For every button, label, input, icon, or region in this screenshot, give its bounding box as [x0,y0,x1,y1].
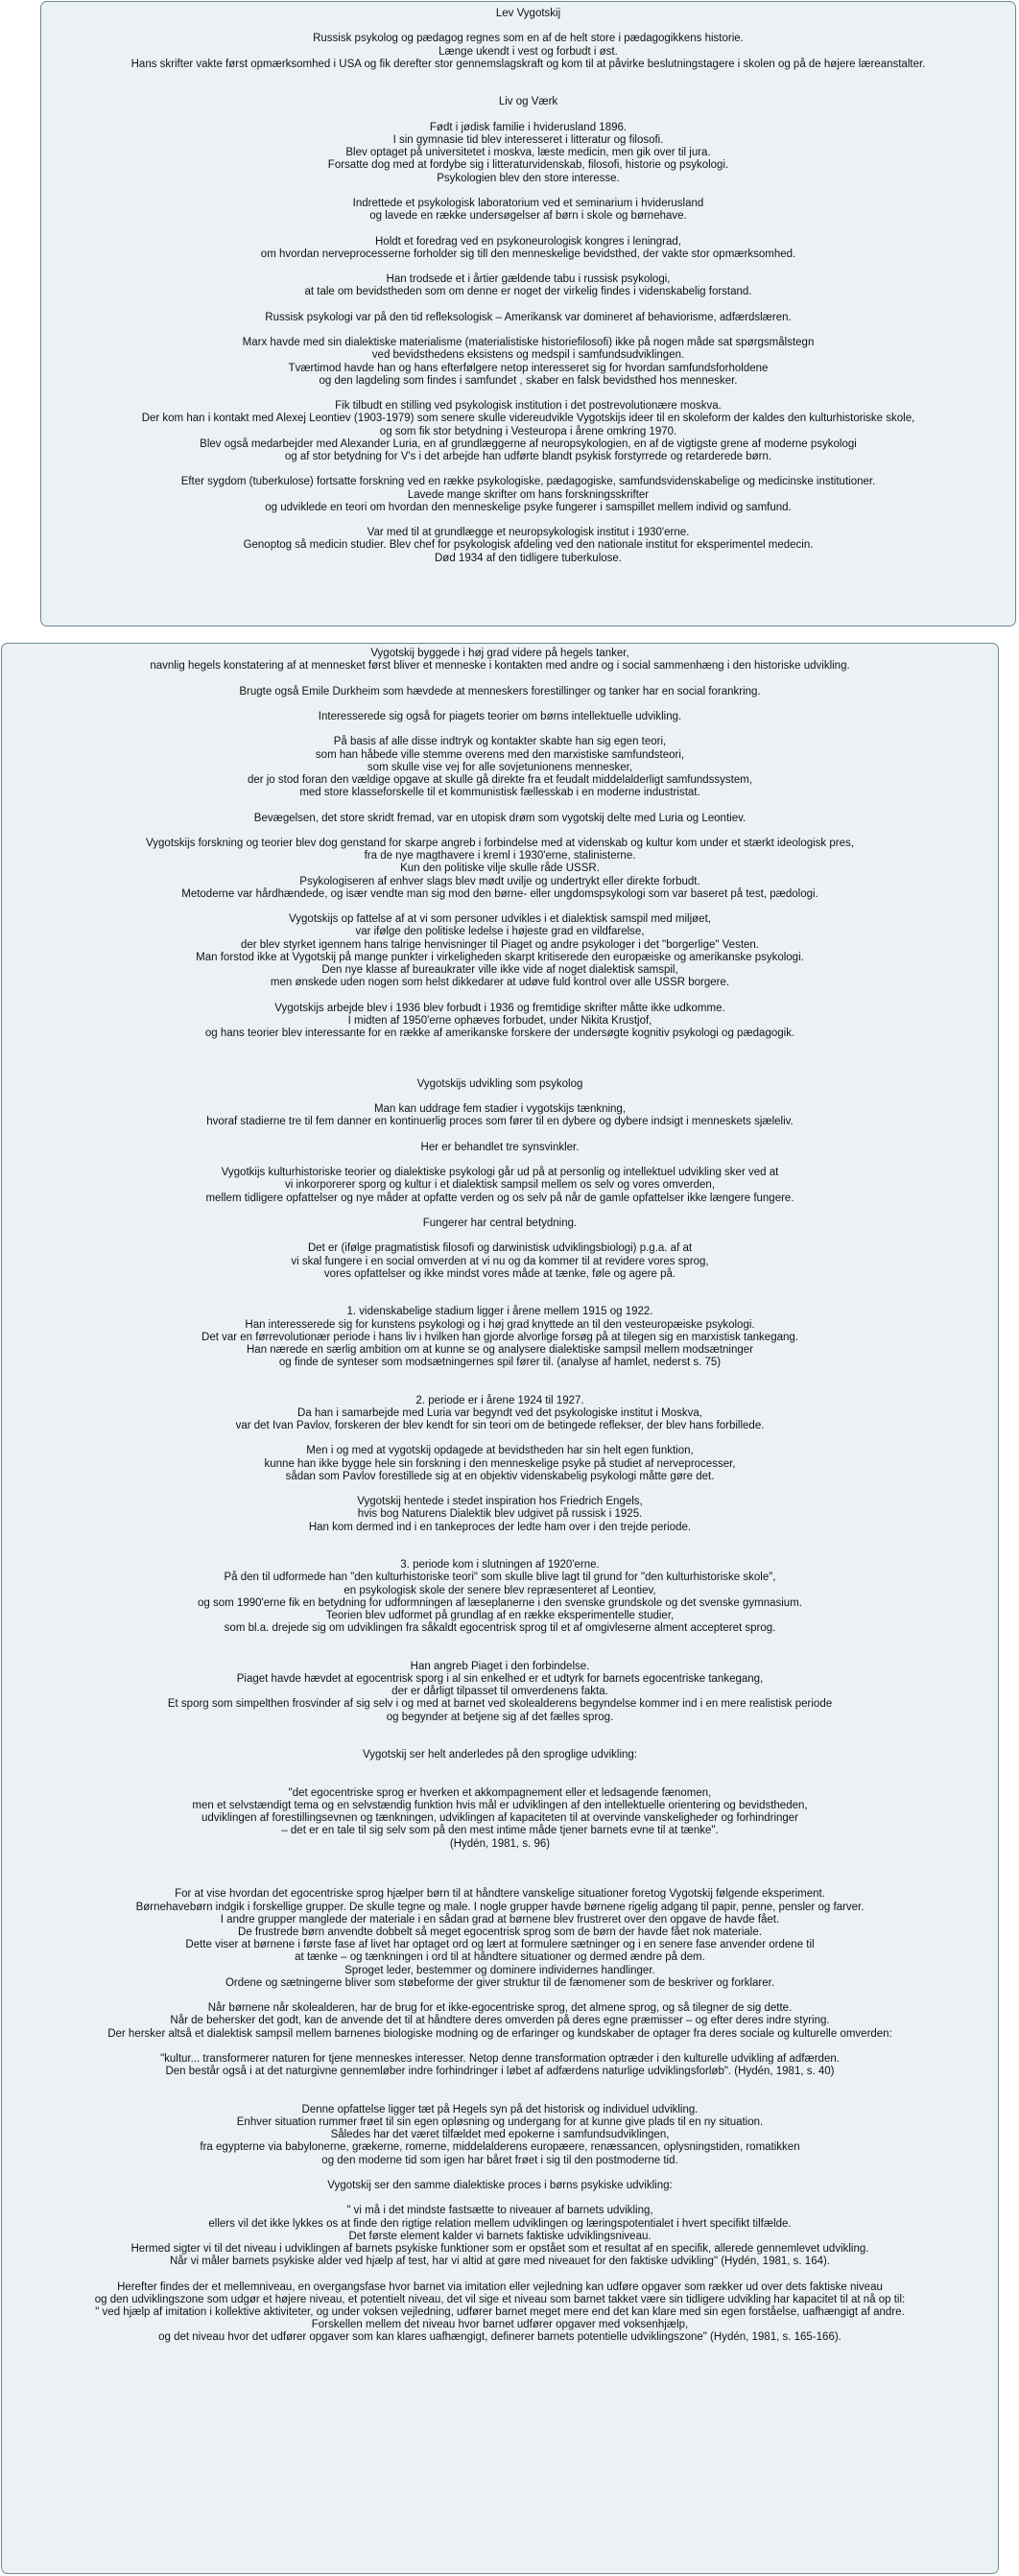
text-line: På basis af alle disse indtryk og kontakter skabte han sig egen teori, [333,736,667,748]
text-line: Russisk psykolog og pædagog regnes som en af de helt store i pædagogikkens historie. [313,33,744,45]
paragraph-gap [2,2078,998,2091]
text-line: Hans skrifter vakte først opmærksomhed i USA og fik derefter stor gennemslagskraft og kom til at påvirke beslutningstagere i skolen og på de højere læreanstalter. [130,58,926,70]
paragraph-gap [41,109,1015,122]
text-line: Holdt et foredrag ved en psykoneurologisk kongres i leningrad, [375,235,681,248]
text-line: "det egocentriske sprog er hverken et akkompagnement eller et ledsagende fænomen, [288,1786,712,1799]
text-line: og den lagdeling som findes i samfundet , skaber en falsk bevidsthed hos mennesker. [319,374,738,387]
text-line: Død 1934 af den tidligere tuberkulose. [435,552,622,564]
text-line: Han interesserede sig for kunstens psykologi og i høj grad knyttede an til den vesteuropæiske psykologi. [245,1318,755,1331]
text-line: ved bevidsthedens eksistens og medspil i samfundsudviklingen. [371,349,685,362]
text-line: Han trodsede et i årtier gældende tabu i russisk psykologi, [386,273,671,286]
paragraph-gap [2,1230,998,1242]
text-line: ellers vil det ikke lykkes os at finde den rigtige relation mellem udviklingen og læringspotentialet i hvert specifikt tilfælde. [208,2217,792,2230]
text-line: Således har det været tilfældet med epokerne i samfundsudviklingen, [330,2129,670,2141]
text-line: I midten af 1950'erne ophæves forbudet, under Nikita Krustjof, [347,1014,652,1027]
paragraph-gap [2,1040,998,1052]
text-line: Vygotskij byggede i høj grad videre på hegels tanker, [370,648,629,659]
text-line: vi inkorporerer sporg og kultur i et dialektisk sampsil mellem os selv og vores omverden, [284,1179,716,1192]
text-line: Når de behersker det godt, kan de anvende det til at håndtere deres omverden på deres egne præmisser – og efter deres indre styring. [170,2015,830,2027]
text-line: Marx havde med sin dialektiske materialisme (materialistiske historiefilosofi) ikke på nogen måde sat spørgsmålstegn [242,337,815,349]
text-line: med store klasseforskelle til et kommunistisk fællesskab i en moderne industristat. [299,787,700,799]
text-line: Psykologiseren af enhver slags blev mødt uvilje og undertrykt eller direkte forbudt. [299,875,700,887]
text-line: Man kan uddrage fem stadier i vygotskijs tænkning, [373,1103,627,1116]
paragraph-gap [2,723,998,736]
text-line: Her er behandlet tre synsvinkler. [420,1141,580,1153]
paragraph-gap [41,324,1015,337]
text-line: Forskellen mellem det niveau hvor barnet udfører opgaver med voksenhjælp, [311,2319,689,2331]
text-line: hvis bog Naturens Dialektik blev udgivet på russisk i 1925. [357,1508,643,1521]
text-line: og begynder at betjene sig af det fælles sprog. [386,1711,614,1723]
text-line: Herefter findes der et mellemniveau, en overgangsfase hvor barnet via imitation eller vejledning kan udføre opgaver som rækker ud over dets faktiske niveau [117,2281,883,2293]
paragraph-gap [2,1547,998,1559]
text-line: Indrettede et psykologisk laboratorium ved et seminarium i hviderusland [352,197,704,209]
text-line: at tale om bevidstheden som om denne er noget der virkelig findes i videnskabelig forstand. [304,286,752,298]
text-line: (Hydén, 1981, s. 96) [449,1837,551,1850]
text-line: Kun den politiske vilje skulle råde USSR. [400,863,600,875]
paragraph-gap [2,2167,998,2180]
text-line: Efter sygdom (tuberkulose) fortsatte forskning ved en række psykologiske, pædagogiske, samfundsvidenskabelige og medicinske institutioner. [180,476,876,488]
paragraph-gap [2,1851,998,1863]
text-line: Forsatte dog med at fordybe sig i litteraturvidenskab, filosofi, historie og psykologi. [327,159,729,172]
text-line: sådan som Pavlov forestillede sig at en objektiv videnskabelig psykologi måtte gøre det. [285,1470,715,1482]
text-line: Vygotskijs forskning og teorier blev dog genstand for skarpe angreb i forbindelse med at videnskab og kultur kom under et stærkt ideologisk pres, [146,837,854,849]
vygotskij-biography-box [40,1,1016,626]
paragraph-gap [2,1369,998,1382]
text-line: som skulle vise vej for alle sovjetunionens mennesker, [367,761,633,773]
paragraph-gap [2,901,998,913]
paragraph-gap [41,261,1015,273]
paragraph-gap [2,2041,998,2053]
text-line: om hvordan nerveprocesserne forholder sig till den menneskelige bevidsthed, der vakte stor opmærksomhed. [260,248,796,260]
text-line: Vygotskijs udvikling som psykolog [416,1077,583,1090]
text-line: Vygotskij ser den samme dialektiske proces i børns psykiske udvikling: [327,2180,673,2191]
text-line: Vygotskijs arbejde blev i 1936 blev forbudt i 1936 og fremtidige skrifter måtte ikke udkomme. [274,1002,725,1014]
paragraph-gap [2,1775,998,1787]
text-line: og af stor betydning for V's i det arbejde han udførte blandt psykisk forstyrrede og retarderede børn. [284,450,772,462]
paragraph-gap [2,1129,998,1142]
paragraph-gap [2,1205,998,1217]
text-line: udviklingen af forestillingsevnen og tænkningen, udviklingen af kapaciteten til at overvinde vanskeligheder og forhindringer [201,1812,799,1825]
paragraph-gap [2,698,998,711]
text-line: fra egypterne via babylonerne, grækerne, romerne, middelalderens europæere, renæssancen, oplysningstiden, romatikken [200,2141,800,2154]
paragraph-gap [2,1281,998,1293]
paragraph-gap [41,299,1015,312]
paragraph-gap [41,223,1015,235]
paragraph-gap [41,185,1015,198]
text-line: Født i jødisk familie i hviderusland 1896. [429,121,628,133]
paragraph-gap [2,1534,998,1547]
paragraph-gap [2,1648,998,1661]
text-line: På den til udformede han "den kulturhistoriske teori" som skulle blive lagt til grund for "den kulturhistoriske skole", [224,1572,776,1584]
text-line: navnlig hegels konstatering af at mennesket først bliver et menneske i kontakten med andre og i social sammenhæng i den historiske udvikling. [150,660,850,673]
text-line: der jo stod foran den vældige opgave at skulle gå direkte fra et feudalt middelalderligt samfundssystem, [247,773,753,786]
paragraph-gap [2,1876,998,1888]
vygotskij-theory-box [1,643,999,2574]
text-line: fra de nye magthavere i kreml i 1930'erne, stalinisterne. [364,850,636,863]
text-line: 1. videnskabelige stadium ligger i årene mellem 1915 og 1922. [346,1306,653,1318]
paragraph-gap [2,989,998,1002]
text-line: Psykologien blev den store interesse. [437,172,620,184]
text-line: som han håbede ville stemme overens med den marxistiske samfundsteori, [315,748,685,761]
text-line: Hermed sigter vi til det niveau i udviklingen af barnets psykiske funktioner som er opstået som et resultat af en specifik, allerede gennemlevet udvikling. [130,2243,869,2255]
text-line: og lavede en række undersøgelser af børn i skole og børnehave. [369,210,687,223]
text-line: Genoptog så medicin studier. Blev chef for psykologisk afdeling ved den nationale institut for eksperimentel medecin. [243,539,814,552]
text-line: Sproget leder, bestemmer og dominere individernes handlinger. [344,1964,655,1976]
paragraph-gap [2,1432,998,1445]
text-line: Børnehavebørn indgik i forskellige grupper. De skulle tegne og male. I nogle grupper havde børnene rigelig adgang til papir, penne, pensler og farver. [135,1901,865,1913]
text-line: en psykologisk skole der senere blev repræsenteret af Leontiev, [344,1584,656,1596]
text-line: Men i og med at vygotskij opdagede at bevidstheden har sin helt egen funktion, [306,1445,694,1457]
paragraph-gap [2,1066,998,1078]
text-line: Vygotskijs op fattelse af at vi som personer udvikles i et dialektisk samspil med miljøet, [289,913,711,926]
text-line: Der hersker altså et dialektisk sampsil mellem barnenes biologiske modning og de erfaringer og kundskaber de optager fra deres sociale og kulturelle omverden: [107,2027,892,2040]
text-line: Den nye klasse af bureaukrater ville ikke vide af noget dialektisk samspil, [321,963,678,976]
text-line: Den består også i at det naturgivne gennemløber indre forhindringer i løbet af adfærdens naturlige udviklingsforløb". (Hydén, 1981, s. 40) [165,2066,835,2078]
text-line: 2. periode er i årene 1924 til 1927. [415,1394,584,1406]
paragraph-gap [2,1737,998,1749]
paragraph-gap [41,83,1015,96]
text-line: og som fik stor betydning i Vesteuropa i årene omkring 1970. [379,425,677,437]
text-line: Russisk psykologi var på den tid refleksologisk – Amerikansk var domineret af behaviorisme, adfærdslæren. [265,311,792,323]
paragraph-gap [41,71,1015,83]
text-line: Fungerer har central betydning. [422,1217,578,1229]
text-line: Blev optaget på universitetet i moskva, læste medicin, men gik over til jura. [345,147,711,159]
paragraph-gap [2,1990,998,2002]
paragraph-gap [2,1724,998,1737]
text-line: – det er en tale til sig selv som på den mest intime måde tjener barnets evne til at tænke". [281,1825,719,1837]
text-line: Et sporg som simpelthen frosvinder af sig selv i og med at barnet ved skolealderens begyndelse kommer ind i en mere realistisk periode [167,1698,833,1711]
text-line: Ordene og sætningerne bliver som støbeforme der giver struktur til de fænomener som de beskriver og forklarer. [225,1976,775,1989]
text-line: at tænke – og tænkningen i ord til at håndtere situationer og dermed ændre på dem. [295,1951,705,1964]
text-line: I sin gymnasie tid blev interesseret i litteratur og filosofi. [392,133,664,146]
text-line: og som 1990'erne fik en betydning for udformningen af læseplanerne i den svenske grundskole og det svenske gymnasium. [198,1596,802,1609]
text-line: Var med til at grundlægge et neuropsykologisk institut i 1930'erne. [367,527,690,539]
text-line: vi skal fungere i en social omverden at vi nu og da kommer til at revidere vores sprog, [291,1255,709,1267]
text-line: " ved hjælp af imitation i kollektive aktiviteter, og under voksen vejledning, udfører barnet meget mere end det kan klare med sin egen forståelse, uafhængigt af andre. [95,2306,905,2318]
text-line: Dette viser at børnene i første fase af livet har optaget ord og lært at formulere sætninger og i en senere fase anvender ordene til [185,1939,815,1951]
text-line: Teorien blev udformet på grundlag af en række eksperimentelle studier, [325,1610,675,1622]
text-line: der blev styrket igennem hans talrige henvisninger til Piaget og andre psykologer i det "borgerlige" Vesten. [240,938,760,951]
paragraph-gap [2,1383,998,1395]
text-line: vores opfattelser og ikke mindst vores måde at tænke, føle og agere på. [323,1267,676,1280]
text-line: Man forstod ikke at Vygotskij på mange punkter i virkeligheden skarpt kritiserede den europæiske og amerikanske psykologi. [196,951,804,963]
text-line: mellem tidligere opfattelser og nye måder at opfatte verden og os selv på når de gamle opfattelser ikke længere fungere. [205,1192,794,1204]
text-line: Fik tilbudt en stilling ved psykologisk institution i det postrevolutionære moskva. [335,400,722,413]
text-line: Når børnene når skolealderen, har de brug for et ikke-egocentriske sprog, det almene sprog, og så tilegner de sig dette. [207,2002,793,2015]
text-line: og den udviklingszone som udgør et højere niveau, et potentielt niveau, det vil sige et niveau som barnet takket være sin tidligere udvikling har kapacitet til at nå op til: [94,2293,906,2305]
text-line: Når vi måler barnets psykiske alder ved hjælp af test, har vi altid at gøre med niveauet for den faktiske udvikling" (Hydén, 1981, s. 164). [169,2256,831,2268]
text-line: og hans teorier blev interessante for en række af amerikanske forskere der undersøgte kognitiv psykologi og pædagogik. [204,1027,795,1039]
text-line: kunne han ikke bygge hele sin forskning i den menneskelige psyke på studiet af nerveprocesser, [264,1457,736,1470]
text-line: og det niveau hvor det udfører opgaver som kan klares uafhængigt, definerer barnets potentielle udviklingszone" (Hydén, 1981, s. 165-166). [158,2331,841,2344]
paragraph-gap [2,1863,998,1876]
text-line: hvoraf stadierne tre til fem danner en kontinuerlig proces som fører til en dybere og dybere indsigt i menneskets sjæleliv. [206,1116,794,1128]
text-line: Lev Vygotskij [495,8,561,19]
paragraph-gap [2,799,998,812]
text-line: Blev også medarbejder med Alexander Luria, en af grundlæggerne af neuropsykologien, en af de vigtigste grene af moderne psykologi [200,437,857,450]
text-line: Metoderne var hårdhændede, og især vendte man sig mod den børne- eller ungdomspsykologi som var baseret på test, pædologi. [181,887,818,900]
text-line: Vygotskij ser helt anderledes på den sproglige udvikling: [363,1749,637,1761]
text-line: Længe ukendt i vest og forbudt i øst. [438,45,618,58]
text-line: Denne opfattelse ligger tæt på Hegels syn på det historisk og individuel udvikling. [301,2103,699,2115]
text-line: var ifølge den politiske ledelse i højeste grad en vildfarelse, [355,926,645,938]
paragraph-gap [2,1052,998,1065]
text-line: som bl.a. drejede sig om udviklingen fra såkaldt egocentrisk sprog til et af omgivleserne alment accepteret sprog. [224,1622,776,1635]
paragraph-gap [2,2192,998,2205]
paragraph-gap [41,463,1015,476]
paragraph-gap [2,1091,998,1103]
text-line: men et selvstændigt tema og en selvstændig funktion hvis mål er udviklingen af den intellektuelle orientering og bevidstheden, [192,1800,808,1812]
text-line: De frustrede børn anvendte dobbelt så meget egocentrisk sprog som de børn der havde fået nok materiale. [238,1926,762,1939]
text-line: men ønskede uden nogen som helst dikkedarer at udøve fuld kontrol over alle USSR borgere. [270,977,730,989]
paragraph-gap [2,673,998,685]
text-line: Vygotskij hentede i stedet inspiration hos Friedrich Engels, [357,1496,643,1508]
text-line: Liv og Værk [498,96,558,108]
text-line: Vygotkijs kulturhistoriske teorier og dialektiske psykologi går ud på at personlig og intellektuel udvikling sker ved at [221,1167,779,1179]
text-line: Da han i samarbejde med Luria var begyndt ved det psykologiske institut i Moskva, [297,1406,702,1419]
paragraph-gap [2,1635,998,1647]
text-line: Enhver situation rummer frøet til sin egen opløsning og undergang for at kunne give plads til en ny situation. [236,2116,764,2128]
paragraph-gap [41,514,1015,527]
text-line: og den moderne tid som igen har båret frøet i sig til den postmoderne tid. [321,2154,678,2166]
text-line: Det første element kalder vi barnets faktiske udviklingsniveau. [348,2230,652,2242]
paragraph-gap [41,388,1015,400]
text-line: og udviklede en teori om hvordan den menneskelige psyke fungerer i samspillet mellem individ og samfund. [265,501,792,513]
text-line: Han angreb Piaget i den forbindelse. [410,1660,590,1672]
text-line: Det var en førrevolutionær periode i hans liv i hvilken han gjorde alvorlige forsøg på at tilegen sig en marxistisk tankegang. [201,1331,798,1343]
text-line: Tværtimod havde han og hans efterfølgere netop interesseret sig for hvordan samfundsforholdene [288,362,769,374]
text-line: Lavede mange skrifter om hans forskningsskrifter [407,488,650,501]
paragraph-gap [2,1761,998,1774]
text-line: og finde de synteser som modsætningernes spil fører til. (analyse af hamlet, nederst s. 75) [278,1357,722,1369]
text-line: Der kom han i kontakt med Alexej Leontiev (1903-1979) som senere skulle videreudvikle Vygotskijs ideer til en skoleform der kaldes den kulturhistoriske skole, [141,413,915,425]
text-line: Interesserede sig også for piagets teorier om børns intellektuelle udvikling. [318,710,682,722]
paragraph-gap [2,1483,998,1496]
text-line: Han kom dermed ind i en tankeproces der ledte ham over i den trejde periode. [308,1521,692,1533]
text-line: Piaget havde hævdet at egocentrisk sporg i al sin enkelhed er et udtyrk for barnets egocentriske tankegang, [236,1673,764,1686]
text-line: I andre grupper manglede der materiale i en sådan grad at børnene blev frustreret over den opgave de havde fået. [220,1913,780,1926]
text-line: "kultur... transformerer naturen for tjene menneskes interesser. Netop denne transformation optræder i den kulturelle udvikling af adfærden. [160,2053,840,2066]
paragraph-gap [41,20,1015,33]
paragraph-gap [2,825,998,838]
text-line: Det er (ifølge pragmatistisk filosofi og darwinistisk udviklingsbiologi) p.g.a. af at [307,1242,693,1255]
text-line: var det Ivan Pavlov, forskeren der blev kendt for sin teori om de betingede reflekser, der blev hans forbillede. [235,1420,765,1432]
text-line: Brugte også Emile Durkheim som hævdede at menneskers forestillinger og tanker har en social forankring. [239,685,761,697]
text-line: 3. periode kom i slutningen af 1920'erne. [400,1559,600,1572]
paragraph-gap [2,2268,998,2281]
text-line: For at vise hvordan det egocentriske sprog hjælper børn til at håndtere vanskelige situationer foretog Vygotskij følgende eksperiment. [175,1888,825,1901]
paragraph-gap [2,2092,998,2104]
text-line: Han nærede en særlig ambition om at kunne se og analysere dialektiske sampsil mellem modsætninger [247,1343,753,1356]
text-line: " vi må i det mindste fastsætte to niveauer af barnets udvikling, [346,2205,653,2217]
text-line: Bevægelsen, det store skridt fremad, var en utopisk drøm som vygotskij delte med Luria og Leontiev. [253,812,746,824]
text-line: der er dårligt tilpasset til omverdenens fakta. [391,1686,608,1698]
paragraph-gap [2,1293,998,1306]
paragraph-gap [2,1154,998,1167]
